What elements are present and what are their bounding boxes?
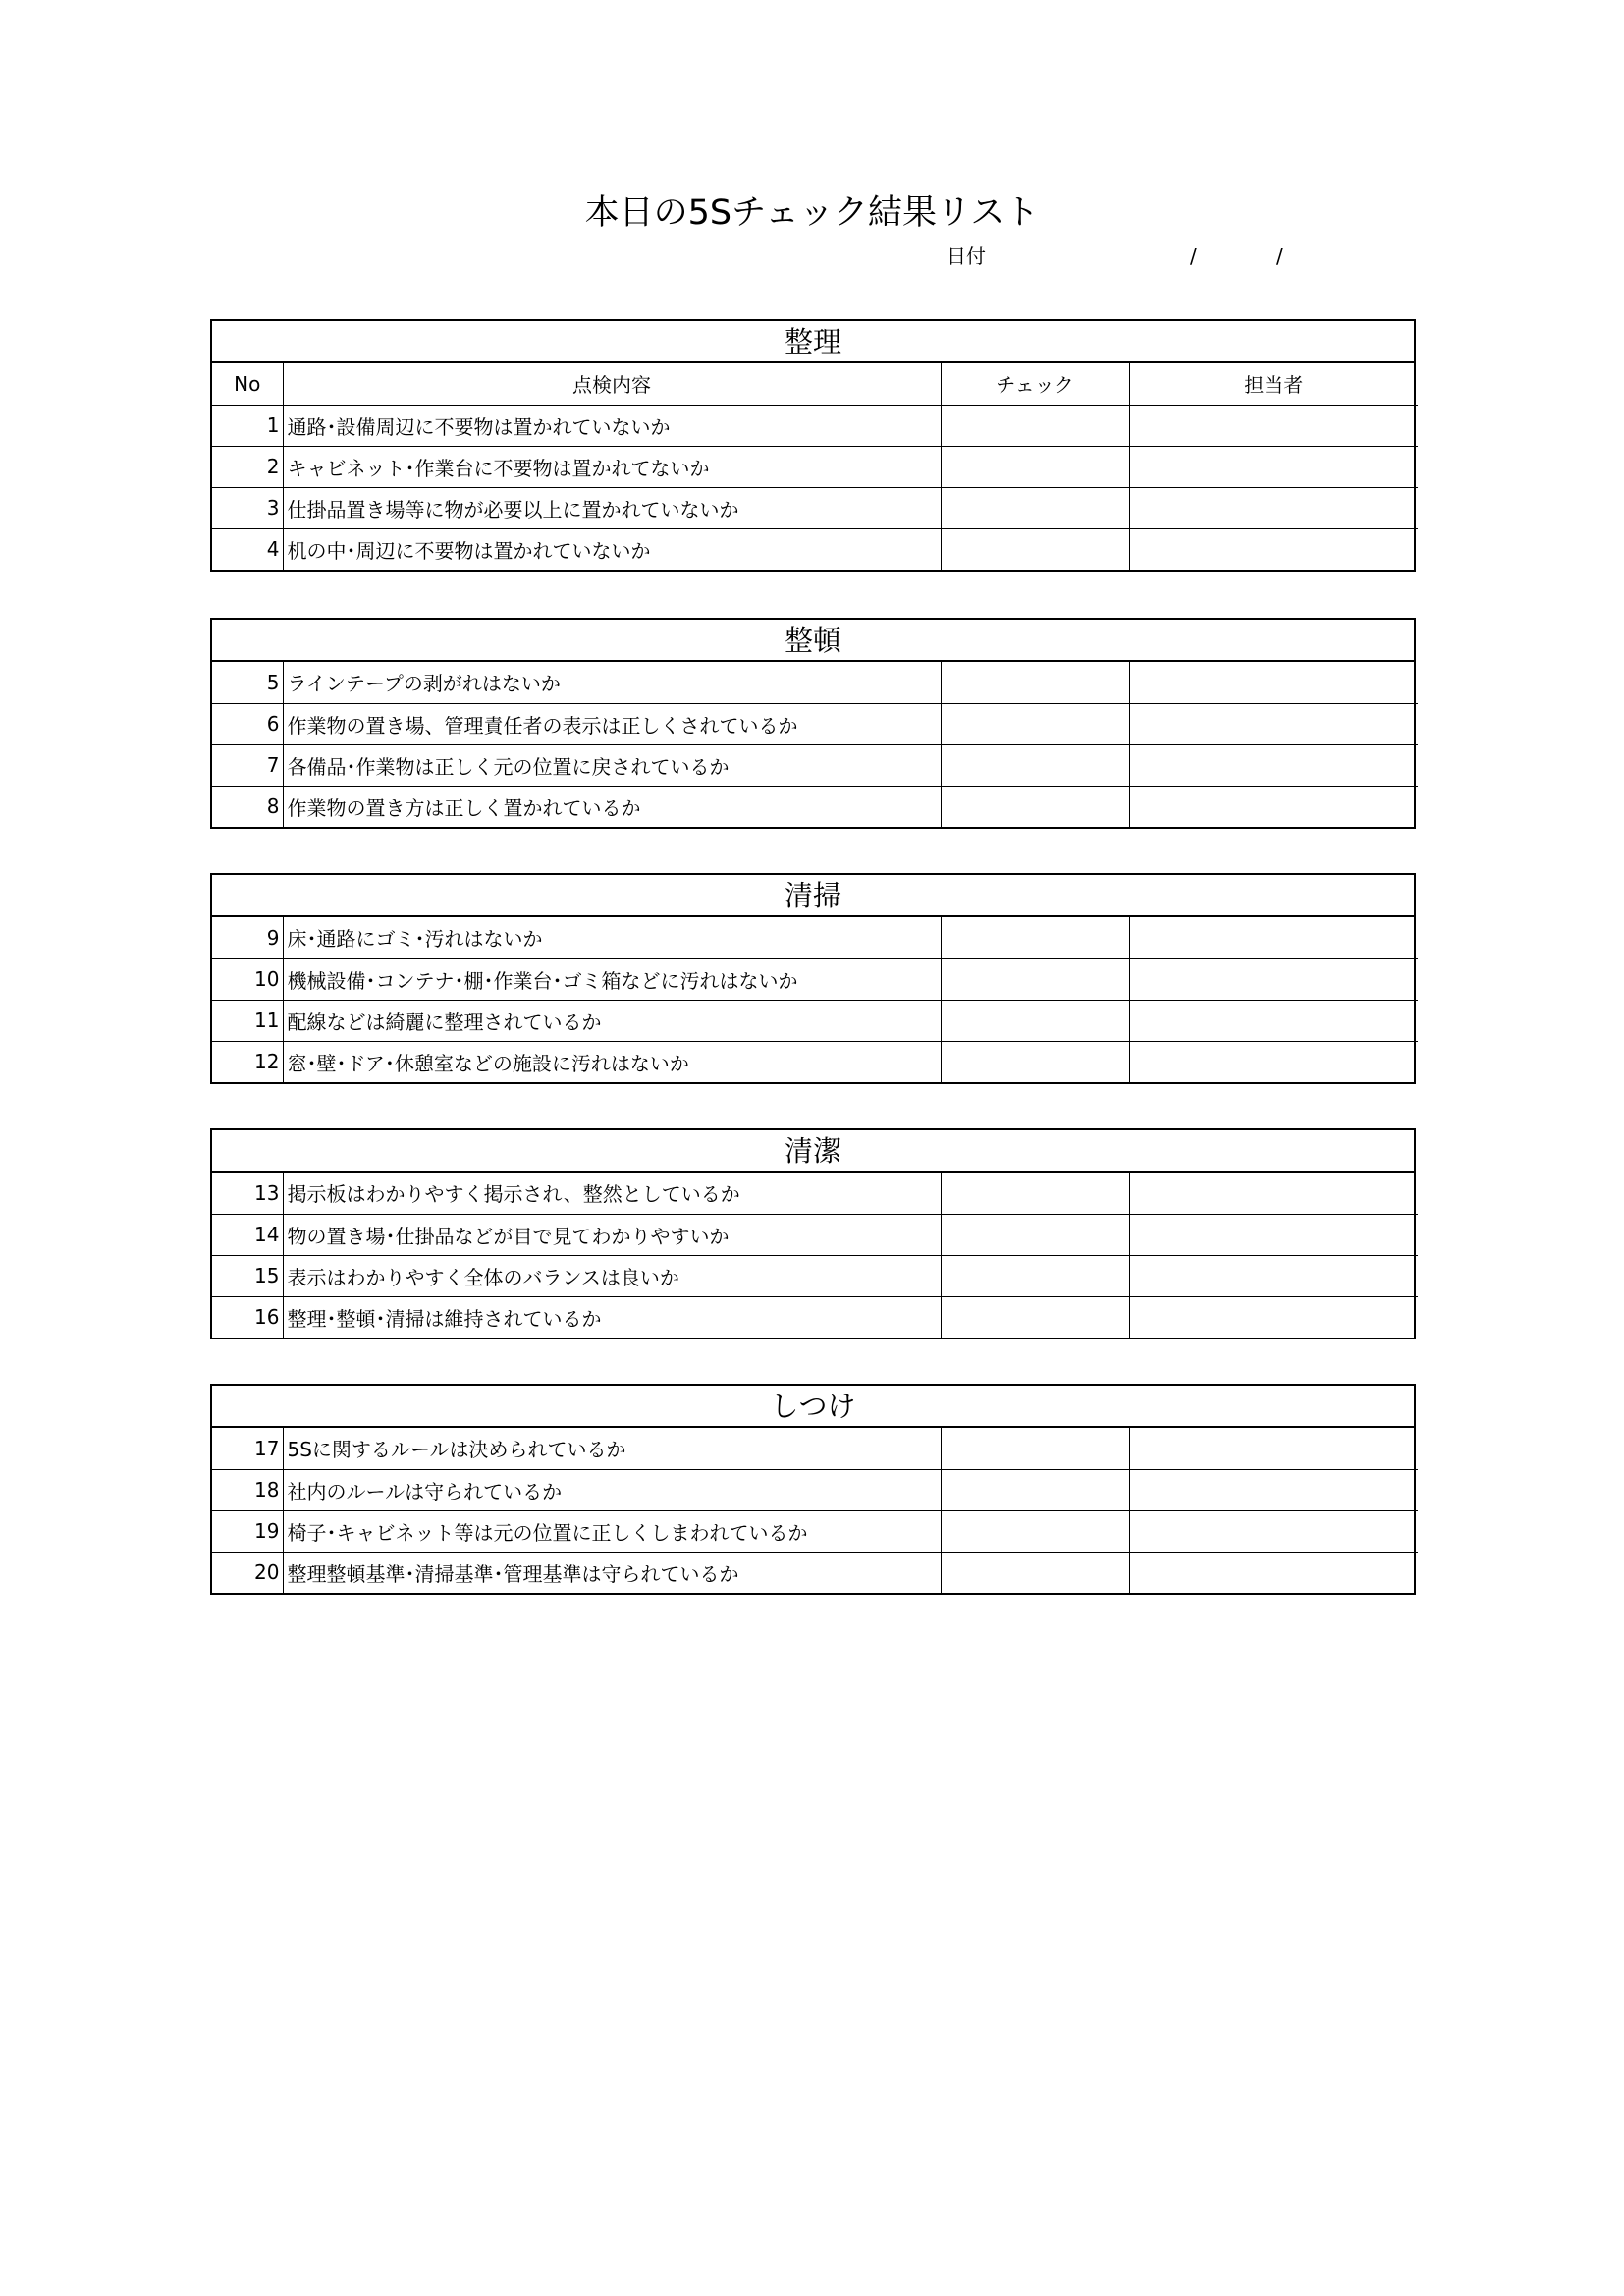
- item-text: 物の置き場･仕掛品などが目で見てわかりやすいか: [283, 1214, 941, 1255]
- check-cell[interactable]: [941, 662, 1129, 703]
- checklist-table: [212, 917, 1418, 1082]
- item-text: 椅子･キャビネット等は元の位置に正しくしまわれているか: [283, 1510, 941, 1552]
- person-cell[interactable]: [1129, 744, 1418, 786]
- check-cell[interactable]: [941, 487, 1129, 528]
- check-cell[interactable]: [941, 958, 1129, 1000]
- person-cell[interactable]: [1129, 1428, 1418, 1469]
- check-cell[interactable]: [941, 1428, 1129, 1469]
- header-row: [212, 363, 1418, 405]
- item-number: 3: [212, 487, 283, 528]
- person-cell[interactable]: [1129, 1000, 1418, 1041]
- item-text: ラインテープの剥がれはないか: [283, 662, 941, 703]
- item-text: 床･通路にゴミ･汚れはないか: [283, 917, 941, 958]
- item-number: 6: [212, 703, 283, 744]
- person-cell[interactable]: [1129, 662, 1418, 703]
- header-content: 点検内容: [283, 363, 941, 405]
- person-cell[interactable]: [1129, 1469, 1418, 1510]
- item-number: 8: [212, 786, 283, 827]
- date-separator-day: /: [1276, 245, 1283, 268]
- table-row: [212, 917, 1418, 958]
- person-cell[interactable]: [1129, 703, 1418, 744]
- item-number: 11: [212, 1000, 283, 1041]
- table-row: [212, 528, 1418, 570]
- item-number: 7: [212, 744, 283, 786]
- section-seiso: [210, 873, 1416, 1084]
- table-row: [212, 1000, 1418, 1041]
- header-no: No: [212, 363, 283, 405]
- date-row: [943, 242, 1296, 271]
- section-seiton: [210, 618, 1416, 829]
- item-text: 作業物の置き方は正しく置かれているか: [283, 786, 941, 827]
- item-text: 机の中･周辺に不要物は置かれていないか: [283, 528, 941, 570]
- check-cell[interactable]: [941, 1469, 1129, 1510]
- item-number: 18: [212, 1469, 283, 1510]
- check-cell[interactable]: [941, 1173, 1129, 1214]
- person-cell[interactable]: [1129, 528, 1418, 570]
- table-row: [212, 1428, 1418, 1469]
- item-number: 5: [212, 662, 283, 703]
- check-cell[interactable]: [941, 1296, 1129, 1338]
- item-number: 15: [212, 1255, 283, 1296]
- check-cell[interactable]: [941, 1214, 1129, 1255]
- check-cell[interactable]: [941, 405, 1129, 446]
- check-cell[interactable]: [941, 1041, 1129, 1082]
- checklist-table: [212, 662, 1418, 827]
- item-text: 各備品･作業物は正しく元の位置に戻されているか: [283, 744, 941, 786]
- person-cell[interactable]: [1129, 1173, 1418, 1214]
- page-title: [0, 189, 1624, 238]
- item-number: 4: [212, 528, 283, 570]
- item-text: 社内のルールは守られているか: [283, 1469, 941, 1510]
- table-row: [212, 703, 1418, 744]
- page-title-text: 本日の5Sチェック結果リスト: [584, 193, 1040, 233]
- item-text: 整理整頓基準･清掃基準･管理基準は守られているか: [283, 1552, 941, 1593]
- item-number: 13: [212, 1173, 283, 1214]
- table-row: [212, 405, 1418, 446]
- item-number: 2: [212, 446, 283, 487]
- person-cell[interactable]: [1129, 958, 1418, 1000]
- check-cell[interactable]: [941, 1510, 1129, 1552]
- item-text: 窓･壁･ドア･休憩室などの施設に汚れはないか: [283, 1041, 941, 1082]
- section-title: 清掃: [212, 875, 1414, 917]
- check-cell[interactable]: [941, 446, 1129, 487]
- item-number: 9: [212, 917, 283, 958]
- checklist-table: [212, 1428, 1418, 1593]
- person-cell[interactable]: [1129, 1510, 1418, 1552]
- item-number: 14: [212, 1214, 283, 1255]
- table-row: [212, 1296, 1418, 1338]
- item-number: 17: [212, 1428, 283, 1469]
- item-text: キャビネット･作業台に不要物は置かれてないか: [283, 446, 941, 487]
- section-title: しつけ: [212, 1386, 1414, 1428]
- date-separator-month: /: [1190, 245, 1197, 268]
- person-cell[interactable]: [1129, 786, 1418, 827]
- item-text: 通路･設備周辺に不要物は置かれていないか: [283, 405, 941, 446]
- check-cell[interactable]: [941, 1000, 1129, 1041]
- item-number: 1: [212, 405, 283, 446]
- header-person: 担当者: [1129, 363, 1418, 405]
- section-seiri: [210, 319, 1416, 572]
- table-row: [212, 1552, 1418, 1593]
- date-label: 日付: [947, 245, 986, 268]
- item-number: 20: [212, 1552, 283, 1593]
- item-text: 機械設備･コンテナ･棚･作業台･ゴミ箱などに汚れはないか: [283, 958, 941, 1000]
- checklist-table: [212, 1173, 1418, 1338]
- check-cell[interactable]: [941, 917, 1129, 958]
- table-row: [212, 1510, 1418, 1552]
- check-cell[interactable]: [941, 786, 1129, 827]
- table-row: [212, 446, 1418, 487]
- section-title: 整頓: [212, 620, 1414, 662]
- item-number: 16: [212, 1296, 283, 1338]
- person-cell[interactable]: [1129, 917, 1418, 958]
- checklist-table: [212, 363, 1418, 570]
- person-cell[interactable]: [1129, 1296, 1418, 1338]
- check-cell[interactable]: [941, 744, 1129, 786]
- item-text: 5Sに関するルールは決められているか: [283, 1428, 941, 1469]
- item-number: 10: [212, 958, 283, 1000]
- item-text: 掲示板はわかりやすく掲示され、整然としているか: [283, 1173, 941, 1214]
- person-cell[interactable]: [1129, 1255, 1418, 1296]
- section-seiketsu: [210, 1128, 1416, 1339]
- section-title: 整理: [212, 321, 1414, 363]
- item-text: 配線などは綺麗に整理されているか: [283, 1000, 941, 1041]
- person-cell[interactable]: [1129, 446, 1418, 487]
- table-row: [212, 1255, 1418, 1296]
- table-row: [212, 1214, 1418, 1255]
- header-check: チェック: [941, 363, 1129, 405]
- item-number: 12: [212, 1041, 283, 1082]
- person-cell[interactable]: [1129, 405, 1418, 446]
- item-text: 表示はわかりやすく全体のバランスは良いか: [283, 1255, 941, 1296]
- table-row: [212, 1173, 1418, 1214]
- table-row: [212, 786, 1418, 827]
- section-shitsuke: [210, 1384, 1416, 1595]
- check-cell[interactable]: [941, 1255, 1129, 1296]
- person-cell[interactable]: [1129, 487, 1418, 528]
- table-row: [212, 1041, 1418, 1082]
- table-row: [212, 744, 1418, 786]
- check-cell[interactable]: [941, 1552, 1129, 1593]
- table-row: [212, 958, 1418, 1000]
- table-row: [212, 662, 1418, 703]
- item-text: 整理･整頓･清掃は維持されているか: [283, 1296, 941, 1338]
- section-title: 清潔: [212, 1130, 1414, 1173]
- person-cell[interactable]: [1129, 1214, 1418, 1255]
- item-number: 19: [212, 1510, 283, 1552]
- person-cell[interactable]: [1129, 1041, 1418, 1082]
- check-cell[interactable]: [941, 528, 1129, 570]
- item-text: 作業物の置き場、管理責任者の表示は正しくされているか: [283, 703, 941, 744]
- table-row: [212, 1469, 1418, 1510]
- check-cell[interactable]: [941, 703, 1129, 744]
- person-cell[interactable]: [1129, 1552, 1418, 1593]
- table-row: [212, 487, 1418, 528]
- item-text: 仕掛品置き場等に物が必要以上に置かれていないか: [283, 487, 941, 528]
